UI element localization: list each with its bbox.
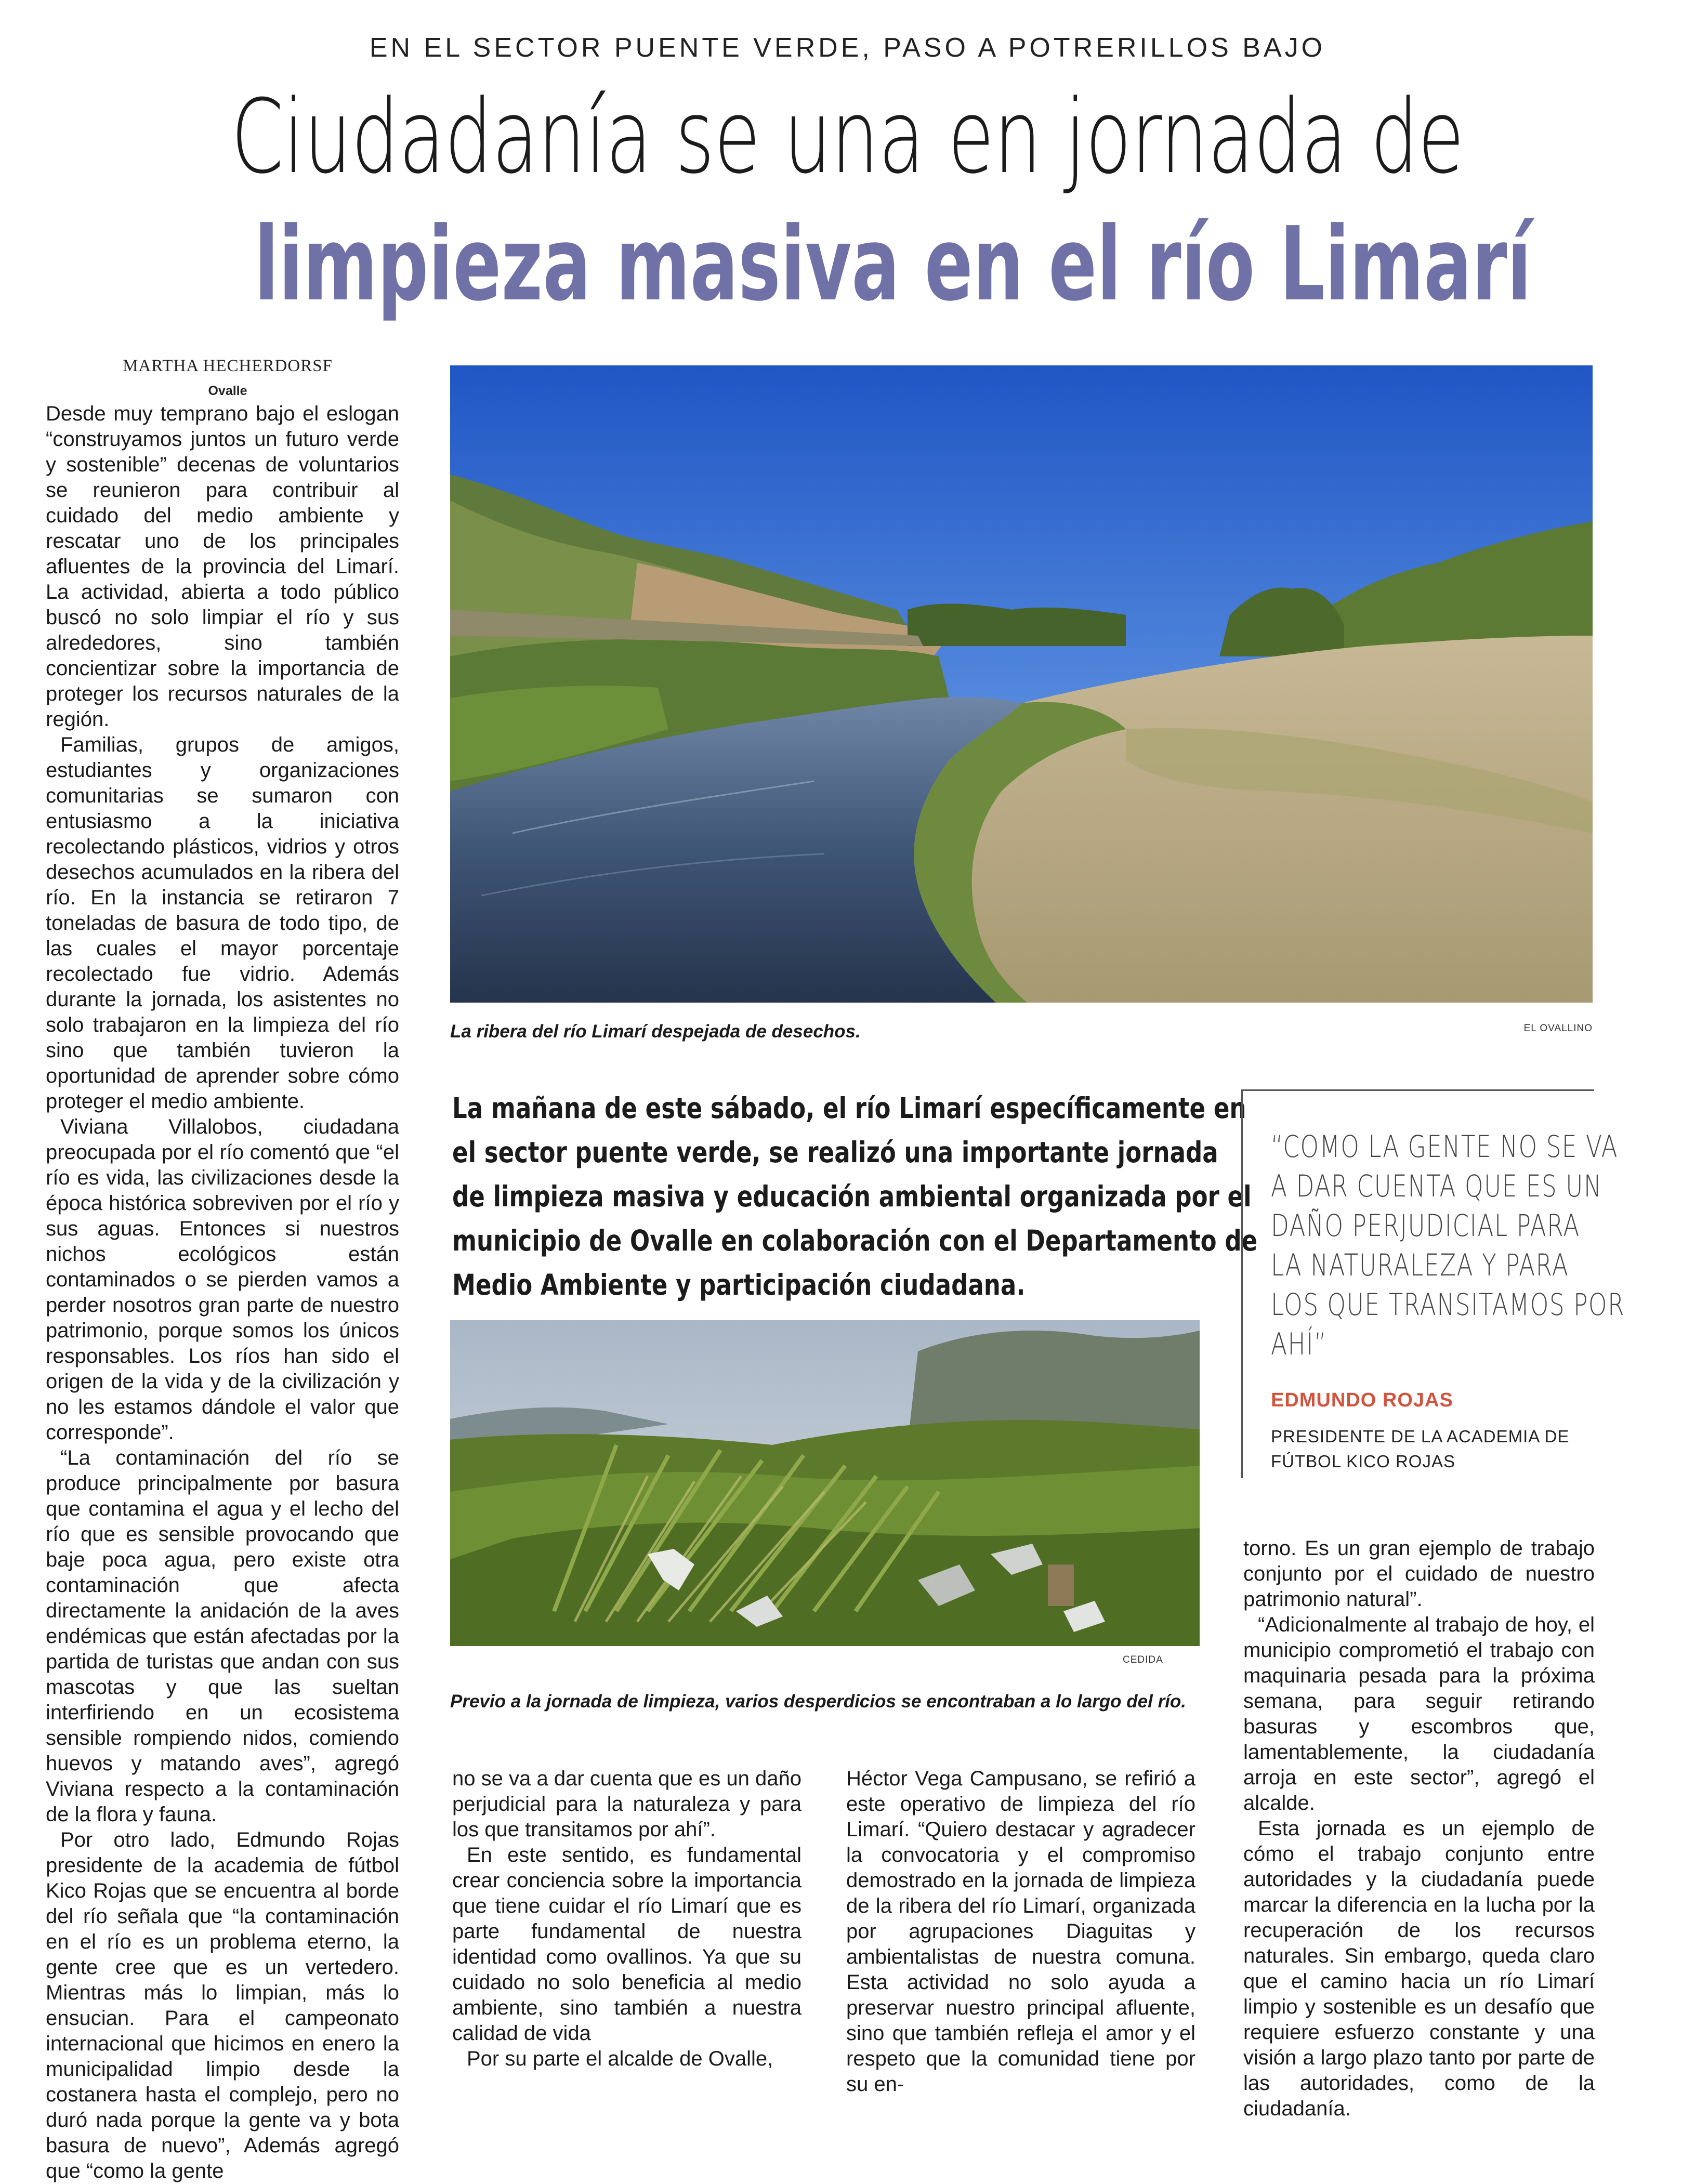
lead-paragraph: [452, 1086, 1258, 1307]
pullquote-text: [1271, 1127, 1625, 1364]
paragraph: Viviana Villalobos, ciudadana preocupada por el río comentó que “el río es vida, las civilizaciones desde la época histórica sobreviven por el río y sus aguas. Entonces si nuestros nichos ecológicos están contaminados o se pierden vamos a perder nosotros gran parte de nuestro patrimonio, porque somos los únicos responsables. Los ríos han sido el origen de la vida y de la civilización y no les estamos dándole el valor que corresponde”.: [46, 1115, 399, 1444]
body-column-4: [1243, 1536, 1595, 2128]
river-photo: [450, 365, 1593, 1003]
lead-line: La mañana de este sábado, el río Limarí específicamente en: [452, 1091, 1246, 1125]
kicker: EN EL SECTOR PUENTE VERDE, PASO A POTRERILLOS BAJO: [369, 33, 1326, 63]
paragraph: Por otro lado, Edmundo Rojas presidente de la academia de fútbol Kico Rojas que se encuentra al borde del río señala que “la contaminación en el río es un problema eterno, la gente cree que es un vertedero. Mientras más lo limpian, más lo ensucian. Para el campeonato internacional que hicimos en enero la municipalidad limpio desde la costanera hasta el complejo, pero no duró nada porque la gente va y bota basura de nuevo”, Además agregó que “como la gente: [46, 1828, 399, 2182]
quote-line: LOS QUE TRANSITAMOS POR: [1271, 1287, 1625, 1322]
paragraph: Desde muy temprano bajo el eslogan “construyamos juntos un futuro verde y sostenible” decenas de voluntarios se reunieron para contribuir al cuidado del medio ambiente y rescatar uno de los principales afluentes de la provincia del Limarí. La actividad, abierta a todo público buscó no solo limpiar el río y sus alrededores, sino también concientizar sobre la importancia de proteger los recursos naturales de la región.: [46, 402, 399, 731]
photo-caption: Previo a la jornada de limpieza, varios desperdicios se encontraban a lo largo del río.: [450, 1691, 1187, 1712]
dateline-location: Ovalle: [208, 384, 247, 398]
lead-line: Medio Ambiente y participación ciudadana.: [452, 1268, 1026, 1301]
paragraph: Familias, grupos de amigos, estudiantes y organizaciones comunitarias se sumaron con entusiasmo a la iniciativa recolectando plásticos, vidrios y otros desechos acumulados en la ribera del río. En la instancia se retiraron 7 toneladas de basura de todo tipo, de las cuales el mayor porcentaje recolectado fue vidrio. Además durante la jornada, los asistentes no solo trabajaron en la limpieza del río sino que también tuvieron la oportunidad de aprender sobre cómo proteger el medio ambiente.: [46, 733, 399, 1113]
body-column-2: [452, 1766, 801, 2130]
paragraph: no se va a dar cuenta que es un daño perjudicial para la naturaleza y para los que transitamos por ahí”.: [452, 1767, 801, 1841]
pullquote-role: PRESIDENTE DE LA ACADEMIA DE FÚTBOL KICO ROJAS: [1271, 1427, 1570, 1471]
litter-photo: [450, 1320, 1200, 1646]
paragraph: En este sentido, es fundamental crear conciencia sobre la importancia que tiene cuidar el río Limarí que es parte fundamental de nuestra identidad como ovallinos. Ya que su cuidado no solo beneficia al medio ambiente, sino también a nuestra calidad de vida: [452, 1844, 801, 2045]
quote-line: “COMO LA GENTE NO SE VA: [1271, 1129, 1619, 1164]
quote-line: A DAR CUENTA QUE ES UN: [1271, 1168, 1602, 1204]
paragraph: “Adicionalmente al trabajo de hoy, el municipio comprometió el trabajo con maquinaria pesada para la próxima semana, para seguir retirando basuras y escombros que, lamentablemente, la ciudadanía arroja en este sector”, agregó el alcalde.: [1243, 1613, 1595, 1814]
paragraph: “La contaminación del río se produce principalmente por basura que contamina el agua y el lecho del río que es sensible provocando que baje poca agua, pero existe otra contaminación que afecta directamente la anidación de la aves endémicas que están afectadas por la partida de turistas que andan con sus mascotas y que las sueltan interfiriendo en un ecosistema sensible rompiendo nidos, comiendo huevos y matando aves”, agregó Viviana respecto a la contaminación de la flora y fauna.: [46, 1446, 399, 1826]
body-column-1: [46, 401, 399, 2182]
author-byline: MARTHA HECHERDORSF: [123, 357, 333, 375]
lead-line: el sector puente verde, se realizó una importante jornada: [452, 1136, 1218, 1169]
paragraph: Esta jornada es un ejemplo de cómo el trabajo conjunto entre autoridades y la ciudadanía puede marcar la diferencia en la lucha por la recuperación de los recursos naturales. Sin embargo, queda claro que el camino hacia un río Limarí limpio y sostenible es un desafío que requiere esfuerzo constante y una visión a largo plazo tanto por parte de las autoridades, como de la ciudadanía.: [1243, 1817, 1595, 2120]
quote-line: DAÑO PERJUDICIAL PARA: [1271, 1208, 1580, 1243]
headline-line-2: limpieza masiva en el río Limarí: [254, 205, 1532, 324]
quote-line: AHÍ”: [1271, 1326, 1327, 1362]
quote-line: LA NATURALEZA Y PARA: [1271, 1247, 1569, 1283]
paragraph: Héctor Vega Campusano, se refirió a este operativo de limpieza del río Limarí. “Quiero destacar y agradecer la convocatoria y el compromiso demostrado en la jornada de limpieza de la ribera del río Limarí, organizada por agrupaciones Diaguitas y ambientalistas de nuestra comuna. Esta actividad no solo ayuda a preservar nuestro principal afluente, sino que también refleja el amor y el respeto que la comunidad tiene por su en-: [846, 1767, 1195, 2096]
headline-line-1: Ciudadanía se una en jornada de: [231, 78, 1464, 196]
photo-credit: CEDIDA: [1123, 1654, 1163, 1665]
pullquote-name: EDMUNDO ROJAS: [1271, 1389, 1453, 1411]
paragraph: Por su parte el alcalde de Ovalle,: [467, 2047, 773, 2070]
body-column-3: [846, 1766, 1195, 2130]
paragraph: torno. Es un gran ejemplo de trabajo conjunto por el cuidado de nuestro patrimonio natural”.: [1243, 1537, 1595, 1611]
lead-line: municipio de Ovalle en colaboración con el Departamento de: [452, 1224, 1258, 1257]
photo-credit: EL OVALLINO: [1523, 1023, 1593, 1034]
lead-line: de limpieza masiva y educación ambiental organizada por el: [452, 1180, 1252, 1213]
photo-caption: La ribera del río Limarí despejada de desechos.: [450, 1021, 861, 1042]
